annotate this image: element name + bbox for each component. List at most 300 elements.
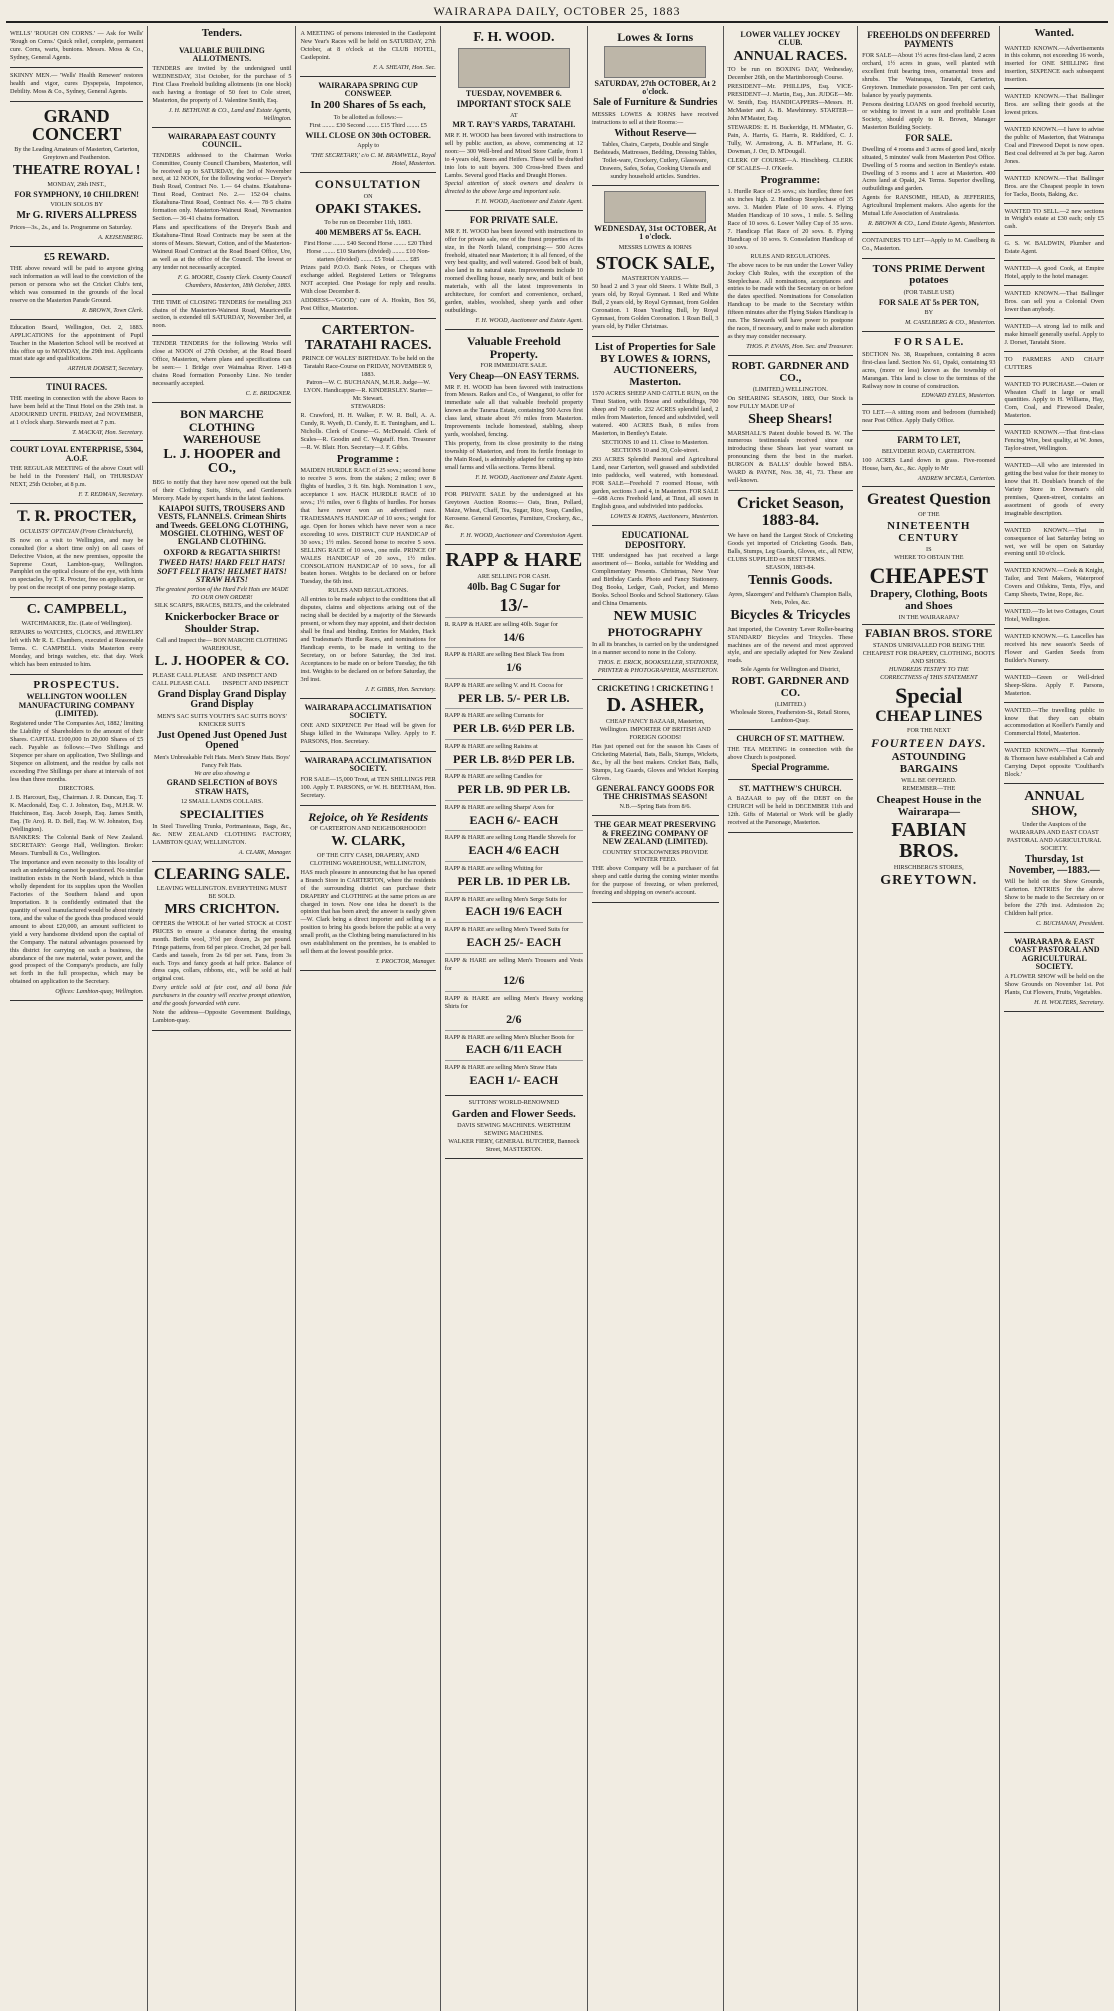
rules-signature: THOS. P. EVANS, Hon. Sec. and Treasurer. xyxy=(746,343,854,351)
rejoice-subtitle: OF CARTERTON AND NEIGHBORHOOD!! xyxy=(310,825,427,833)
annual-text: TO be run on BOXING DAY, Wednesday, December 26th, on the Martinborough Course. xyxy=(727,66,854,82)
wanted-item: WANTED KNOWN.—That Ballinger Bros. can sell you a Colonial Oven lower than anybody. xyxy=(1004,287,1104,319)
greatest-question: Greatest Question xyxy=(866,491,991,509)
limited: (LIMITED.) xyxy=(774,701,806,709)
wanted-item: G. S. W. BALDWIN, Plumber and Estate Agent. xyxy=(1004,237,1104,261)
rapp-item xyxy=(445,922,583,953)
ad-fabian-bros xyxy=(862,487,995,894)
ad-wood-stock-sale xyxy=(445,26,583,211)
show-text: Under the Auspices of the WAIRARAPA AND EAST COAST PASTORAL AND AGRICULTURAL SOCIETY. xyxy=(1007,821,1102,853)
hundreds-testify: HUNDREDS TESTIFY TO THE xyxy=(888,665,969,673)
robt-text: On SHEARING SEASON, 1883, Our Stock is now FULLY MADE UP of xyxy=(727,394,854,410)
shears-text: MARSHALL'S Patent double bowed B. W. The numerous testimonials received since our introducing these Shears last year warrant us pronouncing them the best in the market. BURGON & BALLS' double bowed BBA. WARD & PAYNE, Nos. 38, 41, 73. These are well-known. xyxy=(727,429,854,485)
rapp-item-price: PER LB. 9D PER LB. xyxy=(457,782,571,797)
stewards: STEWARDS: E. H. Buckeridge, H. M'Master, G. Pain, A. Harris, G. Harris, R. Riddiford, C. J. Tully, W. Armstrong, A. B. M'Farlane, H. G. Dowman, J. Orr, D. M'Dougall. xyxy=(727,124,854,155)
column-6 xyxy=(724,26,859,2011)
ad-flower-show xyxy=(1004,933,1104,1012)
wood-date: TUESDAY, NOVEMBER 6. xyxy=(465,88,562,98)
ad-clark xyxy=(300,806,435,971)
fourteen-days: FOURTEEN DAYS. xyxy=(871,736,987,751)
ad-rough-on-corns xyxy=(10,26,143,68)
rapp-sugar-price: 13/- xyxy=(499,594,529,615)
freeholds-title: FREEHOLDS ON DEFERRED PAYMENTS xyxy=(867,30,991,50)
rapp-item xyxy=(445,1030,583,1061)
ad-procter xyxy=(10,504,143,598)
props-signature: LOWES & IORNS, Auctioneers, Masterton. xyxy=(610,513,719,521)
allot-text: TENDERS are invited by the undersigned until WEDNESDAY, 31st October, for the purchase of 5 First Class Freehold building allotments (in one block) each having a frontage of 50 feet to Cole street, Masterton, the property of J. Valentine Smith, Esq. xyxy=(152,65,292,105)
rapp-item xyxy=(445,739,583,770)
ad-lowes-stock-sale xyxy=(592,186,719,337)
fabian-text: STANDS UNRIVALLED FOR BEING THE CHEAPEST FOR DRAPERY, CLOTHING, BOOTS AND SHOES. xyxy=(862,641,995,665)
tons-price: FOR SALE AT 5s PER TON, xyxy=(878,297,979,307)
ad-cricket-season xyxy=(728,491,854,730)
tinui-title: TINUI RACES. xyxy=(46,382,108,393)
ad-containers xyxy=(862,233,995,259)
flower-text: A FLOWER SHOW will be held on the Show Grounds on November 1st. Pot Plants, Cut Flowers, Fruits, Vegetables. xyxy=(1004,973,1104,997)
ad-freeholds-deferred xyxy=(862,26,995,233)
ad-gear-meat xyxy=(592,816,719,903)
bonmarche-title: BON MARCHE CLOTHING WAREHOUSE xyxy=(180,406,264,447)
rules-text: All entries to be made subject to the conditions that all disputes, claims and objections arising out of the racing shall be decided by a majority of the Stewards present, or whom they may appoint, and their decision shall be final and binding. Entries for Maiden, Hack and Tradesman's Hurdle Races, and nominations for Handicap events, to be made in writing to the Secretary, on or before Saturday, the 3rd inst. Acceptances to be made on or before Tuesday, the 6th inst. Weights to be declared on or before Saturday, the 3rd inst. xyxy=(300,596,436,683)
music-title: NEW MUSIC xyxy=(613,608,697,624)
freehold-subtitle: FOR IMMEDIATE SALE. xyxy=(480,362,548,370)
private-title: FOR PRIVATE SALE. xyxy=(469,215,558,226)
is: IS xyxy=(926,546,932,554)
remember: REMEMBER—THE xyxy=(902,785,956,793)
hooper-text: BEG to notify that they have now opened out the bulk of their Clothing Suits, Shirts, and Gentlemen's Mercery. Made by expert hands in the latest fashions. xyxy=(152,479,292,502)
wanted-item: WANTED KNOWN.—That in consequence of last Saturday being so wet, we will be open on Saturday evening until 10 o'clock. xyxy=(1004,524,1104,564)
rapp-item xyxy=(445,769,583,800)
farm-text: 100 ACRES Land down in grass. Five-roomed House, barn, &c., &c. Apply to Mr xyxy=(862,456,996,472)
tennis-title: Tennis Goods. xyxy=(748,573,833,589)
meat-text: THE above Company will be a purchaser of fat sheep and cattle during the coming winter months for the purpose of freezing, or when preferred, freezing and shipping on owner's account. xyxy=(591,865,719,897)
reward-text: THE above reward will be paid to anyone giving such information as will lead to the conviction of the person or persons who set the Cricket Club's tent, which was consumed in the grounds of the local reserve on the Masterton Parade Ground. xyxy=(10,265,144,304)
wanted-item: WANTED.—To let two Cottages, Court Hotel, Wellington. xyxy=(1004,605,1104,629)
tender3-text: TENDER TENDERS for the following Works will close at NOON of 27th October, at the Road Board Office, Masterton, where plans and specifications can be seen:— 1 Bridge over Waimahua River. 149·8 chains Road formation Ponsonby Line. No tender necessarily accepted. xyxy=(152,340,292,388)
tenders-heading: Tenders. xyxy=(201,27,243,39)
ad-for-sale-sections xyxy=(862,332,995,405)
ad-freehold-property xyxy=(445,330,583,487)
private-signature: F. H. WOOD, Auctioneer and Estate Agent. xyxy=(475,317,583,325)
ad-wood-private-sale xyxy=(445,211,583,330)
robt-subtitle: (LIMITED,) WELLINGTON. xyxy=(752,386,828,394)
fiery-butcher: WALKER FIERY, GENERAL BUTCHER, Bannock Street, MASTERTON. xyxy=(448,1137,580,1153)
concert-date: MONDAY, 29th INST., xyxy=(47,180,106,188)
crichton-text: OFFERS the WHOLE of her varied STOCK at COST PRICES to ensure a clearance during the ensuing month. Berlin wool, 3½d per dozen, 2s per pound. Fringe patterns, from 6d per piece. Crochet, 2d per ball. Cards and tassels, from 2s 6d per set. Fans, from 3s each. Toys and fancy goods at half price. Balance of dress caps, collars, ribbons, etc., will be sold at half original cost. xyxy=(152,919,292,983)
lodge-title: COURT LOYAL ENTERPRISE, 5304, A.O.F. xyxy=(10,445,144,463)
forsale-title: FOR SALE. xyxy=(905,133,953,144)
wood-at: AT xyxy=(510,111,518,119)
accl2-text: FOR SALE—15,000 Trout, at TEN SHILLINGS PER 100. Apply T. PARSONS, or W. H. BEETHAM, Hon. Secretary. xyxy=(300,775,436,799)
lowes-date: SATURDAY, 27th OCTOBER, At 2 o'clock. xyxy=(594,78,716,96)
ad-closing-tenders xyxy=(152,295,291,337)
lowes-reserve: Without Reserve— xyxy=(614,127,697,139)
specialities-signature: A. CLARK, Manager. xyxy=(238,848,292,856)
wood-signature: F. H. WOOD, Auctioneer and Estate Agent. xyxy=(475,198,583,206)
rapp-item-price: 12/6 xyxy=(503,973,525,988)
accl2-title: WAIRARAPA ACCLIMATISATION SOCIETY. xyxy=(304,756,432,774)
lowes2-text: MESSRS LOWES & IORNS xyxy=(618,243,692,251)
will-be-offered: WILL BE OFFERED. xyxy=(901,777,957,785)
fsale-signature: EDWARD EYLES, Masterton. xyxy=(921,392,996,400)
crichton-signature: Note the address—Opposite Government Buildings, Lambton-quay. xyxy=(152,1009,292,1025)
ad-education-board xyxy=(10,320,143,379)
nineteenth-century: NINETEENTH CENTURY xyxy=(887,520,971,544)
campbell-title: C. CAMPBELL, xyxy=(26,602,127,618)
ad-lower-valley-races xyxy=(728,26,854,356)
ad-bon-marche xyxy=(152,403,291,862)
clark-signature: T. PROCTOR, Manager. xyxy=(375,958,436,966)
rapp-item xyxy=(445,647,583,678)
church-title: CHURCH OF ST. MATTHEW. xyxy=(736,734,845,744)
opaki-note: Prizes paid P.O.O. Bank Notes, or Cheques with exchange added. Registered Letters or Telegrams NOT accepted. One Postage for reply and results. With close December 8. xyxy=(300,264,436,296)
programme-title: Programme : xyxy=(336,452,400,465)
tinui-signature: T. MACKAY, Hon. Secretary. xyxy=(72,428,144,436)
ad-annual-show xyxy=(1004,785,1104,933)
ad-asher xyxy=(592,680,719,817)
container-text: CONTAINERS TO LET—Apply to M. Caselberg & Co., Masterton. xyxy=(862,237,996,252)
shares-signature: 'THE SECRETARY,' c/o C. M. BRAMWELL, Royal Hotel, Masterton. xyxy=(310,152,436,168)
sewing-machines: DAVIS SEWING MACHINES. WERTHEIM SEWING MACHINES. xyxy=(457,1122,571,1137)
allot-title: VALUABLE BUILDING ALLOTMENTS. xyxy=(178,45,265,63)
hooper-list: KAIAPOI SUITS, TROUSERS AND VESTS, FLANNELS. Crimean Shirts and Tweeds. GEELONG CLOTHING, MOSGIEL CLOTHING, WEST OF ENGLAND CLOTHING. xyxy=(155,503,289,547)
meat-title: THE GEAR MEAT PRESERVING & FREEZING COMPANY OF NEW ZEALAND (LIMITED). xyxy=(594,820,716,847)
rapp-item-label: RAPP & HARE are selling Sharps' Axes for xyxy=(444,803,555,811)
ad-rapp-hare xyxy=(445,545,583,1095)
ad-tinui-races xyxy=(10,378,143,441)
concert-prices: Prices—3s., 2s., and 1s. Programme on Saturday. xyxy=(10,223,132,231)
prospectus-signature: Offices: Lambton-quay, Wellington. xyxy=(55,988,144,996)
rules-title: RULES AND REGULATIONS. xyxy=(750,252,831,260)
freeholds-text: FOR SALE—About 1½ acres first-class land, 2 acres orchard, 1½ acres in grass, well planted with excellent fruit bearing trees, ornamental trees and shrubs. The Wairarapa, Taratahi, Carterton, Greytown. Immediate possession. Ten per cent cash, balance by yearly payments. xyxy=(862,51,996,99)
flower-title: WAIRARAPA & EAST COAST PASTORAL AND AGRICULTURAL SOCIETY. xyxy=(1008,936,1100,972)
column-5 xyxy=(588,26,724,2011)
rapp-item-price: 1/6 xyxy=(506,660,522,675)
carterton-officials: Patron—W. C. BUCHANAN, M.H.R. Judge—W. LYON. Handicapper—R. KINDERSLEY. Starter—Mr. Stewart. xyxy=(303,379,433,403)
ad-court-loyal xyxy=(10,441,143,504)
greytown: GREYTOWN. xyxy=(880,873,978,888)
lowes-title: Lowes & Iorns xyxy=(617,30,694,44)
wanted-item: WANTED KNOWN.—Advertisements in this column, not exceeding 16 words, inserted for ONE SHILLING first insertion, SIXPENCE each subsequent insertion. xyxy=(1004,42,1104,90)
stock-yards: MASTERTON YARDS.— xyxy=(621,274,689,282)
ad-lowes-furniture xyxy=(592,26,719,186)
rapp-item xyxy=(445,953,583,991)
sheep-shears: Sheep Shears! xyxy=(748,411,833,427)
show-body: Will be held on the Show Grounds, Carterton. ENTRIES for the above Show to be made to the Secretary on or before the 27th inst. Admission 2s; Children half price. xyxy=(1004,878,1104,917)
clark-subtitle: OF THE CITY CASH, DRAPERY, AND CLOTHING WAREHOUSE, WELLINGTON, xyxy=(309,851,427,867)
wanted-item: TO FARMERS AND CHAFF CUTTERS xyxy=(1004,353,1104,377)
erick-signature: THOS. E. ERICK, BOOKSELLER, STATIONER, PRINTER & PHOTOGRAPHER, MASTERTON. xyxy=(597,658,719,674)
private2-text: FOR PRIVATE SALE by the undersigned at his Greytown Auction Rooms:— Oats, Bran, Pollard, Maize, Wheat, Chaff, Tea, Sugar, Rice, Soap, Candles, Kerosene. General Groceries, Furniture, Crockery, &c., &c. xyxy=(444,490,583,530)
concert-for: FOR SYMPHONY, 10 CHILDREN! xyxy=(14,189,139,199)
divider xyxy=(862,624,995,625)
props-title: List of Properties for Sale BY LOWES & IORNS, AUCTIONEERS, Masterton. xyxy=(594,341,716,388)
officials: PRESIDENT—Mr. PHILLIPS, Esq. VICE-PRESIDENT—J. Martin, Esq., Jun. JUDGE—Mr. W. Smith, Esq. HANDICAPPERS—Messrs. H. McMaster and A. B. Mawhinney. STARTER—John M'Master, Esq. xyxy=(727,83,854,123)
fsale-title: F O R S A L E. xyxy=(894,336,964,349)
rapp-item xyxy=(445,678,583,709)
lowes-items: Tables, Chairs, Carpets, Double and Single Bedsteads, Mattresses, Bedding, Dressing Tables, Toilet-ware, Crockery, Cutlery, Glassware, Drawers, Safes, Sofas, Cooking Utensils and sundry household articles. Sundries. xyxy=(593,141,717,180)
rapp-item-price: EACH 19/6 EACH xyxy=(465,904,563,919)
silk-scarfs: SILK SCARFS, BRACES, BELTS, and the celebrated xyxy=(154,602,290,610)
wanted-item: WANTED.—The travelling public to know that they can obtain accommodation at Koeller's Family and Commercial Hotel, Masterton. xyxy=(1004,704,1104,744)
rapp-item xyxy=(445,800,583,831)
rapp-item-label: RAPP & HARE are selling Currants for xyxy=(444,712,544,720)
hooper-footer: L. J. HOOPER & CO. xyxy=(154,654,289,670)
show-signature: C. BUCHANAN, President. xyxy=(1035,919,1104,927)
wanted-item: WANTED KNOWN.—That Kennedy & Thomson have established a Cab and Carrying Depot opposite 'Coulthard's Block.' xyxy=(1004,744,1104,784)
rapp-item-price: 14/6 xyxy=(503,629,525,644)
jockey-title: LOWER VALLEY JOCKEY CLUB. xyxy=(740,30,841,48)
season: SEASON, 1883-84. xyxy=(765,564,815,572)
ad-building-allotments xyxy=(152,42,291,128)
lowes-text: MESSRS LOWES & IORNS have received instructions to sell at their Rooms:— xyxy=(591,110,719,126)
procter-subtitle: OCULISTS' OPTICIAN (From Christchurch), xyxy=(19,527,134,535)
rapp-price-list xyxy=(445,617,583,1091)
rapp-item-price: PER LB. 8½D PER LB. xyxy=(453,751,575,766)
robt2-address: Wholesale Stores, Featherston-St., Retail Stores, Lambton-Quay. xyxy=(730,709,851,725)
freehold-title: Valuable Freehold Property. xyxy=(467,333,561,361)
wanted-item: WANTED KNOWN.—That first-class Fencing Wire, best quality, at W. Jones, Taylor-street, Wellington. xyxy=(1004,426,1104,458)
shares-close: WILL CLOSE ON 30th OCTOBER. xyxy=(305,130,431,140)
cricket-text: We have on hand the Largest Stock of Cricketing Goods yet imported of Cricketing Goods. Bats, Balls, Stumps, Leg Guards, Gloves, etc., all NEW, CLUBS SUPPLIED on BEST TERMS. xyxy=(727,531,854,563)
rapp-item xyxy=(445,830,583,861)
rapp-item xyxy=(445,708,583,739)
carterton-subtitle: PRINCE OF WALES' BIRTHDAY. To be held on the Taratahi Race-Course on FRIDAY, NOVEMBER 9, 1883. xyxy=(301,355,435,379)
meat-subtitle: COUNTRY STOCKOWNERS PROVIDE WINTER FEED. xyxy=(602,848,708,864)
leaving-wellington: LEAVING WELLINGTON. EVERYTHING MUST BE SOLD. xyxy=(156,885,288,901)
farm-signature: ANDREW M'CREA, Carterton. xyxy=(917,474,996,482)
concert-by: By the Leading Amateurs of Masterton, Carterton, Greytown and Featherston. xyxy=(14,146,140,162)
ad-reward xyxy=(10,247,143,320)
rapp-item-price: EACH 25/- EACH xyxy=(466,934,562,949)
wanted-list xyxy=(1004,42,1104,785)
council-title: WAIRARAPA EAST COUNTY COUNCIL. xyxy=(167,131,276,150)
ad-suttons-seeds xyxy=(445,1096,583,1159)
props-text2: 293 ACRES Splendid Pastoral and Agricultural Land, near Carterton, well grassed and subdivided into paddocks, well watered, with homestead. FOR SALE—Freehold 7 roomed House, with garden, sections 3 and 4, in Masterton. FOR SALE—688 Acres Freehold land, at Tinui, all sown in English grass, and subdivided into paddocks. xyxy=(591,455,719,511)
tinui-text: THE meeting in connection with the above Races to have been held at the Tinui Hotel on the 29th inst. is ADJOURNED UNTIL FRIDAY, 2nd NOVEMBER, at 1 o'clock sharp. Stewards meet at 7 p.m. xyxy=(10,394,144,426)
concert-artist: Mr G. RIVERS ALLPRESS xyxy=(16,210,137,222)
wood-title: F. H. WOOD. xyxy=(473,30,555,45)
rapp-sugar: 40lb. Bag C Sugar for xyxy=(467,582,561,594)
ad-gardner-shears xyxy=(728,356,854,491)
tolet-text: TO LET.—A sitting room and bedroom (furnished) near Post Office. Apply Daily Office. xyxy=(862,409,996,425)
lodge-signature: F. T. REDMAN, Secretary. xyxy=(78,491,144,499)
rapp-item xyxy=(445,1060,583,1091)
concert-solos: VIOLIN SOLOS BY xyxy=(50,201,103,209)
column-7 xyxy=(858,26,1000,2011)
church2-text: A BAZAAR to pay off the DEBT on the CHURCH will be held in DECEMBER 11th and 12th. Gifts of Material or Work will be gladly received at the Parsonage, Masterton. xyxy=(727,795,854,827)
hats-line: TWEED HATS! HARD FELT HATS! SOFT FELT HATS! HELMET HATS! STRAW HATS! xyxy=(157,558,287,585)
rapp-item-label: RAPP & HARE are selling Men's Heavy working Shirts for xyxy=(444,995,583,1010)
ad-properties-list xyxy=(592,337,719,526)
ad-campbell xyxy=(10,598,143,674)
collars: 12 SMALL LANDS COLLARS. xyxy=(180,798,263,806)
special-programme: Special Programme. xyxy=(751,762,830,773)
ad-carterton-races xyxy=(300,319,435,698)
ad-church-bazaar xyxy=(728,780,854,833)
special: Special xyxy=(895,682,963,708)
show-title: ANNUAL SHOW, xyxy=(1024,789,1085,819)
rapp-item-label: RAPP & HARE are selling Men's Serge Suits for xyxy=(444,895,567,903)
lodge-text: THE REGULAR MEETING of the above Court will be held in the Foresters' Hall, on THURSDAY NEXT, 25th October, at 8 p.m. xyxy=(10,465,144,489)
hirschbergs: HIRSCHBERG'S STORES, xyxy=(893,864,964,872)
rapp-item-price: 2/6 xyxy=(506,1011,522,1026)
column-8 xyxy=(1000,26,1108,2011)
rules-title: RULES AND REGULATIONS. xyxy=(328,587,409,595)
rapp-item-label: RAPP & HARE are selling Candles for xyxy=(444,773,543,781)
photo-title: PHOTOGRAPHY xyxy=(607,625,703,640)
allot-signature: J. H. BETHUNE & CO., Land and Estate Agents, Wellington. xyxy=(168,107,292,122)
rules-text: The above races to be run under the Lower Valley Jockey Club Rules, with the exception of the Steeplechase. All nominations, acceptances and entries to be made with the Secretary on or before the dates specified. Nominations for Consolation Handicap to be made to the Secretary within fifteen minutes after the Flying Stakes Handicap is run. The Stewards will have power to postpone the races, if necessary, and to make such alteration as they may consider necessary. xyxy=(727,261,854,341)
ad-prospectus xyxy=(10,675,143,1002)
ad-greytown-rooms xyxy=(445,487,583,546)
meeting-signature: F. A. SHEATH, Hon. Sec. xyxy=(373,63,436,71)
livestock-illustration xyxy=(458,48,570,88)
reward-signature: R. BROWN, Town Clerk. xyxy=(82,306,144,314)
cricketing: CRICKETING ! CRICKETING ! xyxy=(597,683,714,693)
ad-text: SKINNY MEN.— 'Wells' Health Renewer' restores health and vigor, cures Dyspepsia, Impotence, Debility. Moss & Co., Sydney, General Agents. xyxy=(10,71,144,95)
rapp-item-price: PER LB. 1D PER LB. xyxy=(457,873,571,888)
prospectus-company: WELLINGTON WOOLLEN MANUFACTURING COMPANY (LIMITED). xyxy=(18,692,135,718)
procter-title: T. R. PROCTER, xyxy=(17,508,137,525)
shares-text: To be allotted as follows:— xyxy=(333,114,403,122)
ad-acclimatisation-shags xyxy=(300,699,435,753)
showing-line: We are also showing a xyxy=(194,769,250,777)
props-text: 1570 ACRES SHEEP AND CATTLE RUN, on the Tinui Station, with House and outbuildings, 700 sheep and 70 cattle. 232 ACRES splendid land, 2 miles from Masterton, fenced and subdivided, well watered. 400 ACRES Bush, 8 miles from Masterton, in Bentley's Estate. xyxy=(591,390,719,437)
wanted-item: WANTED—Green or Well-dried Sheep-Skins. Apply F. Parsons, Masterton. xyxy=(1004,671,1104,703)
cattle-illustration xyxy=(604,191,706,223)
ad-opaki-consultation xyxy=(300,173,435,319)
wanted-item: WANTED—All who are interested in getting the best value for their money to know that H. Doublas's branch of the Variety Store in Dowman's old premises, Queen-street, contains an assortment of goods of every imaginable description. xyxy=(1004,459,1104,523)
procter-text: IS now on a visit to Wellington, and may be consulted (for a short time only) on all cases of Defective Vision, at the new premises, opposite the Supreme Court, Lambton-quay, Wellington. Pamphlet on the optical closure of the eye, with hints on spectacles, by T. R. Procter, free on application, or by post on the receipt of one penny postage stamp. xyxy=(10,536,144,592)
opaki-stakes: OPAKI STAKES. xyxy=(315,201,422,217)
wanted-item: WANTED TO PURCHASE.—Oaten or Wheaten Chaff in large or small quantities. Apply to H. Williams, Hay, Corn, Coal, and Firewood Dealer, Masterton. xyxy=(1004,378,1104,426)
ad-text: WELLS' 'ROUGH ON CORNS.' — Ask for Wells' 'Rough on Corns.' Quick relief, complete, permanent cure. Corns, warts, bunions. Messrs. Moss & Co., Sydney, General Agents. xyxy=(10,30,144,61)
rapp-item-price: EACH 1/- EACH xyxy=(469,1072,559,1087)
wanted-item: WANTED KNOWN.—That Ballinger Bros. are the Cheapest people in town for Tacks, Boots, Baking, &c. xyxy=(1004,172,1104,204)
fabian-footer: FABIAN BROS. xyxy=(891,819,967,863)
ad-acclimatisation-trout xyxy=(300,752,435,806)
shares-apply: Apply to xyxy=(357,142,380,150)
opaki-date: To be run on December 11th, 1883. xyxy=(324,219,412,227)
cheap-lines: CHEAP LINES xyxy=(875,707,983,725)
ad-to-let xyxy=(862,405,995,431)
grand-display: Grand Display Grand Display Grand Display xyxy=(157,688,287,711)
programme-title: Programme: xyxy=(760,173,821,186)
show-date: Thursday, 1st November, —1883.— xyxy=(1008,854,1100,876)
farm-title: FARM TO LET, xyxy=(897,435,961,446)
clark-text: HAS much pleasure in announcing that he has opened a Branch Store in CARTERTON, where the residents of the surrounding district can purchase their DRAPERY and CLOTHING at the same prices as are charged in town. Now one idea he doesn't is the opinion that has been aired; the answer is easily given—W. Clark being a direct importer and selling in a position to bring his goods before the public at a very small profit, as the Clothing being manufactured in his own establishment on the premises, he is enabled to sell them at the lowest possible price. xyxy=(300,868,436,956)
opaki-shares: 400 MEMBERS AT 5s. EACH. xyxy=(315,228,421,238)
asher-title: D. ASHER, xyxy=(606,694,704,717)
ad-road-board-tenders xyxy=(152,336,291,403)
correctness: CORRECTNESS of THIS STATEMENT xyxy=(880,673,978,681)
cricket-title: Cricket Season, 1883-84. xyxy=(736,495,844,529)
rapp-selling: ARE SELLING FOR CASH. xyxy=(477,573,551,581)
edu-text: THE undersigned has just received a large assortment of— Books, suitable for Wedding and Complimentary Presents. Christmas, New Year and Birthday Cards. Photo and Fancy Stationery. Dog Books, Ledger, Cash, Pocket, and Memo Books. School Books and School Stationery. Glass and China Ornaments. xyxy=(591,552,719,607)
loans-text: Persons desiring LOANS on good freehold security, or wishing to invest in a sure and profitable Loan Society, should apply to R. Brown, Manager Masterton Building Society. xyxy=(862,100,996,132)
rapp-item-price: EACH 6/- EACH xyxy=(469,812,559,827)
shares-prizes: First ........ £30 Second ........ £15 Third ........ £5 xyxy=(309,121,427,129)
spring-cup-title: WAIRARAPA SPRING CUP CONSWEEP. xyxy=(318,80,418,99)
please-call: PLEASE CALL PLEASE CALL PLEASE CALL xyxy=(152,671,217,687)
tons-subtitle: (FOR TABLE USE) xyxy=(903,289,954,297)
robt2-title: ROBT. GARDNER AND CO. xyxy=(731,675,850,699)
columns xyxy=(6,26,1108,2011)
spring-bats: N.B.—Spring Bats from 8/6. xyxy=(619,803,691,811)
concert-signature: A. KEISENBERG. xyxy=(98,233,144,241)
wood-note: Special attention of stock owners and dealers is directed to the above large and important sale. xyxy=(444,180,583,196)
where-to-obtain: WHERE TO OBTAIN THE xyxy=(894,554,964,562)
wanted-item: WANTED KNOWN.—I have to advise the public of Masterton, that Wairarapa Coal and Firewood Depot is now open. Best coal delivered at 3s per bag. Aaron Jones. xyxy=(1004,123,1104,171)
consultation-title: CONSULTATION xyxy=(314,177,422,192)
specialities: SPECIALITIES xyxy=(179,807,264,822)
please-call-row xyxy=(152,672,291,688)
flower-signature: H. H. WOLTERS, Secretary. xyxy=(1034,999,1104,1007)
campbell-text: REPAIRS to WATCHES, CLOCKS, and JEWELRY left with Mr R. E. Chambers, executed at Reasonable Terms. C. CAMPBELL visits Masterton every Monday, and brings watches, etc. that day. Work which has been entrusted to him. xyxy=(10,628,144,668)
ad-county-council xyxy=(152,128,291,295)
bicycles-text: Just imported, the Coventry 'Lever Roller-bearing STANDARD' Bicycles and Tricycles. These machines are of the newest and most approved style, and are specially adapted for New Zealand roads. xyxy=(727,625,854,665)
rapp-item xyxy=(445,861,583,892)
ad-educational-depository xyxy=(592,526,719,679)
tons-by: BY xyxy=(924,309,934,317)
shares-title: In 200 Shares of 5s each, xyxy=(310,99,426,112)
ad-skinny-men xyxy=(10,68,143,102)
ransome-text: Agents for RANSOME, HEAD, & JEFFERIES, Agricultural Implement makers. Also agents for the Mutual Life Association of Australasia. xyxy=(862,194,996,218)
specialities-text: In Steel Travelling Trunks, Portmanteaus, Bags, &c., &c. NEW ZEALAND CLOTHING FACTORY, LAMBTON QUAY, WELLINGTON. xyxy=(152,822,292,846)
rapp-item-label: RAPP & HARE are selling Whiting for xyxy=(444,864,543,872)
freehold-text: MR F. H. WOOD has been favored with instructions from Messrs. Raikes and Co., of Wanganui, to offer for immediate sale all that valuable freehold property known as the Tararua Estate, containing 500 Acres first class land, situate about 3½ miles from Masterton. Improvements include homestead, stabling, sheep yards, woolshed, fencing. xyxy=(444,383,583,439)
council-signature: F. G. MOORE, County Clerk. County Council Chambers, Masterton, 18th October, 1883. xyxy=(177,273,292,289)
sole-agents: Sole Agents for Wellington and District, xyxy=(740,666,841,674)
of-the: OF THE xyxy=(918,511,940,519)
drapery-line: Drapery, Clothing, Boots and Shoes xyxy=(870,588,988,612)
church-text: THE TEA MEETING in connection with the above Church is postponed. xyxy=(727,745,854,761)
private-text: MR F. H. WOOD has been favored with instructions to offer for private sale, one of the finest properties of its size, in the North Island, comprising:— 500 Acres freehold, situated near Masterton; it is all fenced, of the very best quality, and well watered. Good belt of bush, also land in its natural state. Improvements include 10 roomed dwelling house, nearly new, and built of best materials, with all the latest improvements in architecture, for comfort and convenience, orchard, garden, stables, woolshed, sheep yards and other outbuildings. xyxy=(444,227,583,315)
edu-signature: ARTHUR DORSET, Secretary. xyxy=(67,365,144,373)
column-3 xyxy=(296,26,440,2011)
cheapest-house: Cheapest House in the Wairarapa— xyxy=(876,793,982,818)
directors-title: DIRECTORS. xyxy=(58,784,95,792)
rapp-item xyxy=(445,991,583,1029)
ad-potatoes xyxy=(862,259,995,332)
wanted-item: WANTED KNOWN.—That Ballinger Bros. are selling their goods at the lowest prices. xyxy=(1004,90,1104,122)
concert-title: GRAND CONCERT xyxy=(31,105,122,145)
rapp-item-label: RAPP & HARE are selling Long Handle Shovels for xyxy=(444,834,576,842)
council-note: Plans and specifications of the Dreyer's Bush and Ekatahuna-Tinui Road Contracts may be seen at the stores of Messrs. Stewart, Cotton, and of the Masterton-Waineui Road Contract at the Road Board Office, Ure, as well as at the office of the Council. The lowest or any tender not necessarily accepted. xyxy=(152,224,292,271)
fancy-goods: GENERAL FANCY GOODS FOR THE CHRISTMAS SEASON! xyxy=(596,783,715,802)
prospectus-title: PROSPECTUS. xyxy=(33,678,120,691)
opaki-signature: ADDRESS—'GOOD,' care of A. Hoskin, Box 56, Post Office, Masterton. xyxy=(300,297,436,313)
sutton-title: SUTTONS' WORLD-RENOWNED xyxy=(468,1098,560,1106)
bankers-text: BANKERS: The Colonial Bank of New Zealand. SECRETARY: George Hall, Wellington. Broker: Messrs. Turnbull & Co., Wellington. xyxy=(10,834,144,858)
accl-text: ONE AND SIXPENCE Per Head will be given for Shags killed in the Wairarapa Valley. Apply to F. PARSONS, Hon. Secretary. xyxy=(300,722,436,746)
oxford-shirts: OXFORD & REGATTA SHIRTS! xyxy=(163,547,281,557)
reward-title: £5 REWARD. xyxy=(43,250,110,263)
carterton-title: CARTERTON-TARATAHI RACES. xyxy=(304,323,432,353)
freehold-note: This property, from its close proximity to the rising township of Masterton, and from its fertile frontage to the Main Road, is admirably adapted for cutting up into small farms and villa sections. Terms liberal. xyxy=(444,440,583,471)
wanted-item: WANTED—A strong lad to milk and make himself generally useful. Apply to J. Dorset, Taratahi Store. xyxy=(1004,320,1104,352)
freehold-signature: F. H. WOOD, Auctioneer and Estate Agent. xyxy=(475,473,583,481)
rapp-item-price: PER LB. 5/- PER LB. xyxy=(458,690,570,705)
tennis-text: Ayres, Slazengers' and Feltham's Champion Balls, Nets, Poles, &c. xyxy=(728,591,853,607)
rapp-item xyxy=(445,892,583,923)
rapp-item-label: RAPP & HARE are selling Men's Tweed Suits for xyxy=(444,926,569,934)
rapp-item-price: EACH 6/11 EACH xyxy=(465,1042,562,1057)
boys-straw-hats: GRAND SELECTION of BOYS STRAW HATS, xyxy=(166,778,278,796)
clerks: CLERK OF COURSE—A. Hirschberg. CLERK OF SCALES—J. O'Keefe. xyxy=(727,156,854,172)
rapp-item-label: R. RAPP & HARE are selling 40lb. Sugar for xyxy=(444,620,558,628)
